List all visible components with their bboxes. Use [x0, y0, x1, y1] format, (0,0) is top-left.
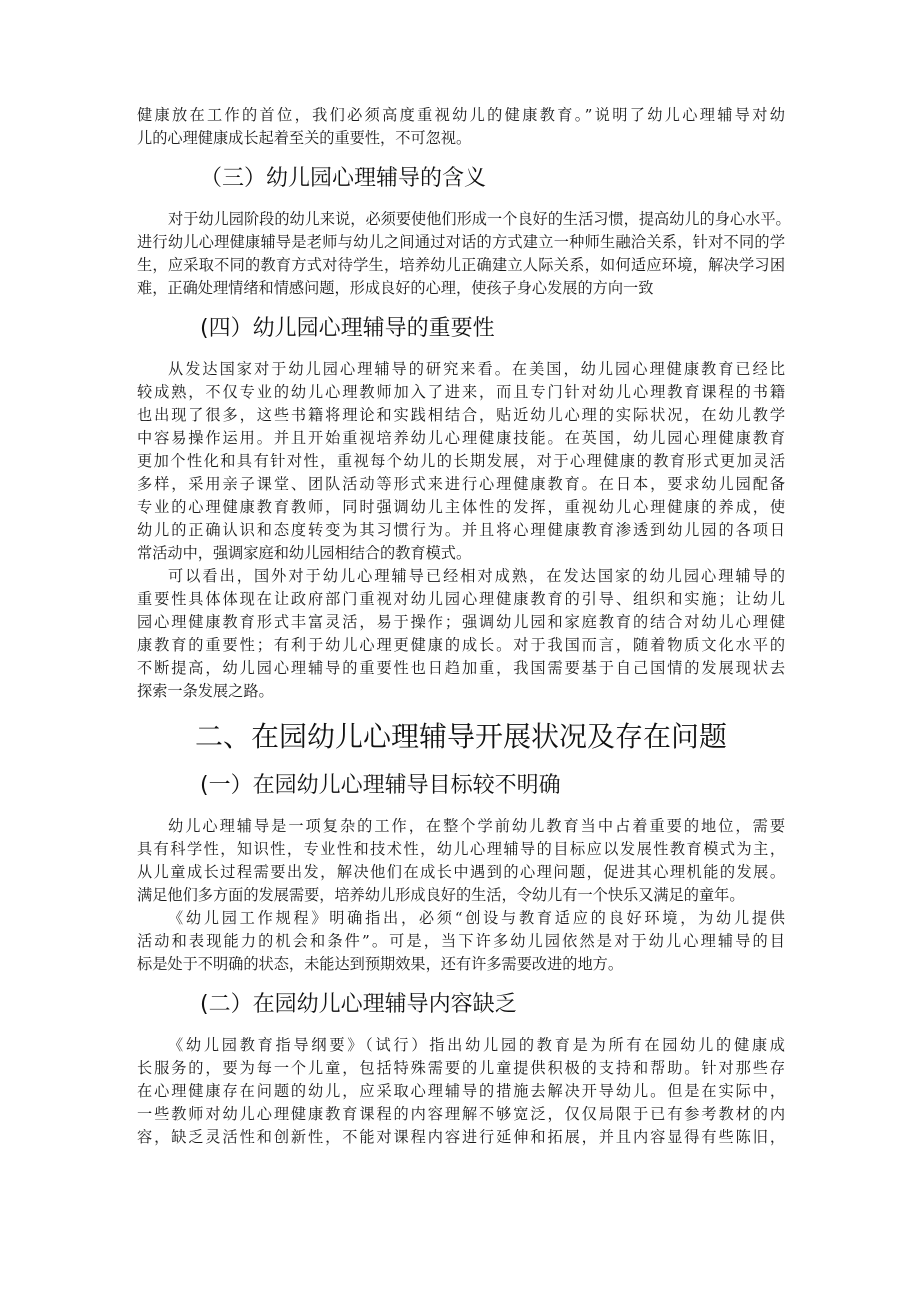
text-line: 《幼儿园工作规程》明确指出，必须“创设与教育适应的良好环境，为幼儿提供 — [168, 909, 785, 927]
text-line: 具有科学性，知识性，专业性和技术性，幼儿心理辅导的目标应以发展性教育模式为主， — [137, 840, 785, 858]
text-line: 满足他们多方面的发展需要，培养幼儿形成良好的生活，令幼儿有一个快乐又满足的童年。 — [137, 886, 745, 904]
text-line: 不断提高，幼儿园心理辅导的重要性也日趋加重，我国需要基于自己国情的发展现状去 — [137, 659, 785, 677]
text-line: 进行幼儿心理健康辅导是老师与幼儿之间通过对话的方式建立一种师生融洽关系，针对不同的学 — [137, 233, 785, 251]
chapter-heading: 二、在园幼儿心理辅导开展状况及存在问题 — [194, 720, 727, 753]
sub2-paragraph-1 — [137, 1034, 785, 1149]
text-line: 在心理健康存在问题的幼儿，应采取心理辅导的措施去解决开导幼儿。但是在实际中， — [137, 1082, 785, 1100]
text-line: 难，正确处理情绪和情感问题，形成良好的心理，使孩子身心发展的方向一致 — [137, 279, 654, 297]
text-line: 长服务的，要为每一个儿童，包括特殊需要的儿童提供积极的支持和帮助。针对那些存 — [137, 1059, 785, 1077]
subsection-heading-1: (一）在园幼儿心理辅导目标较不明确 — [200, 773, 561, 798]
text-line: 对于幼儿园阶段的幼儿来说，必须要使他们形成一个良好的生活习惯，提高幼儿的身心水平。 — [168, 210, 791, 228]
text-line: 探索一条发展之路。 — [137, 682, 274, 700]
text-line: 康教育的重要性；有利于幼儿心理更健康的成长。对于我国而言，随着物质文化水平的 — [137, 636, 785, 654]
text-line: 活动和表现能力的机会和条件”。可是，当下许多幼儿园依然是对于幼儿心理辅导的目 — [137, 932, 785, 950]
intro-paragraph — [137, 104, 785, 150]
section3-paragraph — [137, 208, 791, 300]
text-line: 常活动中，强调家庭和幼儿园相结合的教育模式。 — [137, 544, 472, 562]
text-line: 幼儿的正确认识和态度转变为其习惯行为。并且将心理健康教育渗透到幼儿园的各项日 — [137, 521, 785, 539]
section4-paragraph-2 — [137, 565, 785, 703]
text-line: 中容易操作运用。并且开始重视培养幼儿心理健康技能。在英国，幼儿园心理健康教育 — [137, 429, 785, 447]
sub1-paragraph-1 — [137, 815, 785, 907]
text-line: 《幼儿园教育指导纲要》（试行）指出幼儿园的教育是为所有在园幼儿的健康成 — [168, 1036, 785, 1054]
text-line: 生，应采取不同的教育方式对待学生，培养幼儿正确建立人际关系，如何适应环境，解决学习困 — [137, 256, 785, 274]
text-line: 容，缺乏灵活性和创新性，不能对课程内容进行延伸和拓展，并且内容显得有些陈旧， — [137, 1128, 785, 1146]
text-line: 重要性具体体现在让政府部门重视对幼儿园心理健康教育的引导、组织和实施；让幼儿 — [137, 590, 785, 608]
text-line: 从发达国家对于幼儿园心理辅导的研究来看。在美国，幼儿园心理健康教育已经比 — [168, 360, 785, 378]
subsection-heading-2: (二）在园幼儿心理辅导内容缺乏 — [200, 992, 517, 1017]
text-line: 专业的心理健康教育教师，同时强调幼儿主体性的发挥，重视幼儿心理健康的养成，使 — [137, 498, 785, 516]
text-line: 一些教师对幼儿心理健康教育课程的内容理解不够宽泛，仅仅局限于已有参考教材的内 — [137, 1105, 785, 1123]
text-line: 多样，采用亲子课堂、团队活动等形式来进行心理健康教育。在日本，要求幼儿园配备 — [137, 475, 785, 493]
text-line: 较成熟，不仅专业的幼儿心理教师加入了进来，而且专门针对幼儿心理教育课程的书籍 — [137, 383, 785, 401]
sub1-paragraph-2 — [137, 907, 785, 976]
section-heading-3: （三）幼儿园心理辅导的含义 — [200, 166, 487, 191]
text-line: 从儿童成长过程需要出发，解决他们在成长中遇到的心理问题，促进其心理机能的发展。 — [137, 863, 785, 881]
document-body — [137, 104, 791, 1149]
section4-paragraph-1 — [137, 358, 785, 565]
text-line: 更加个性化和具有针对性，重视每个幼儿的长期发展，对于心理健康的教育形式更加灵活 — [137, 452, 785, 470]
section-heading-4: (四）幼儿园心理辅导的重要性 — [200, 316, 495, 341]
text-line: 也出现了很多，这些书籍将理论和实践相结合，贴近幼儿心理的实际状况，在幼儿教学 — [137, 406, 785, 424]
text-line: 幼儿心理辅导是一项复杂的工作，在整个学前幼儿教育当中占着重要的地位，需要 — [168, 817, 785, 835]
text-line: 可以看出，国外对于幼儿心理辅导已经相对成熟，在发达国家的幼儿园心理辅导的 — [168, 567, 785, 585]
text-line: 儿的心理健康成长起着至关的重要性，不可忽视。 — [137, 129, 472, 147]
text-line: 健康放在工作的首位，我们必须高度重视幼儿的健康教育。”说明了幼儿心理辅导对幼 — [137, 106, 785, 124]
text-line: 标是处于不明确的状态，未能达到预期效果，还有许多需要改进的地方。 — [137, 955, 623, 973]
text-line: 园心理健康教育形式丰富灵活，易于操作；强调幼儿园和家庭教育的结合对幼儿心理健 — [137, 613, 785, 631]
